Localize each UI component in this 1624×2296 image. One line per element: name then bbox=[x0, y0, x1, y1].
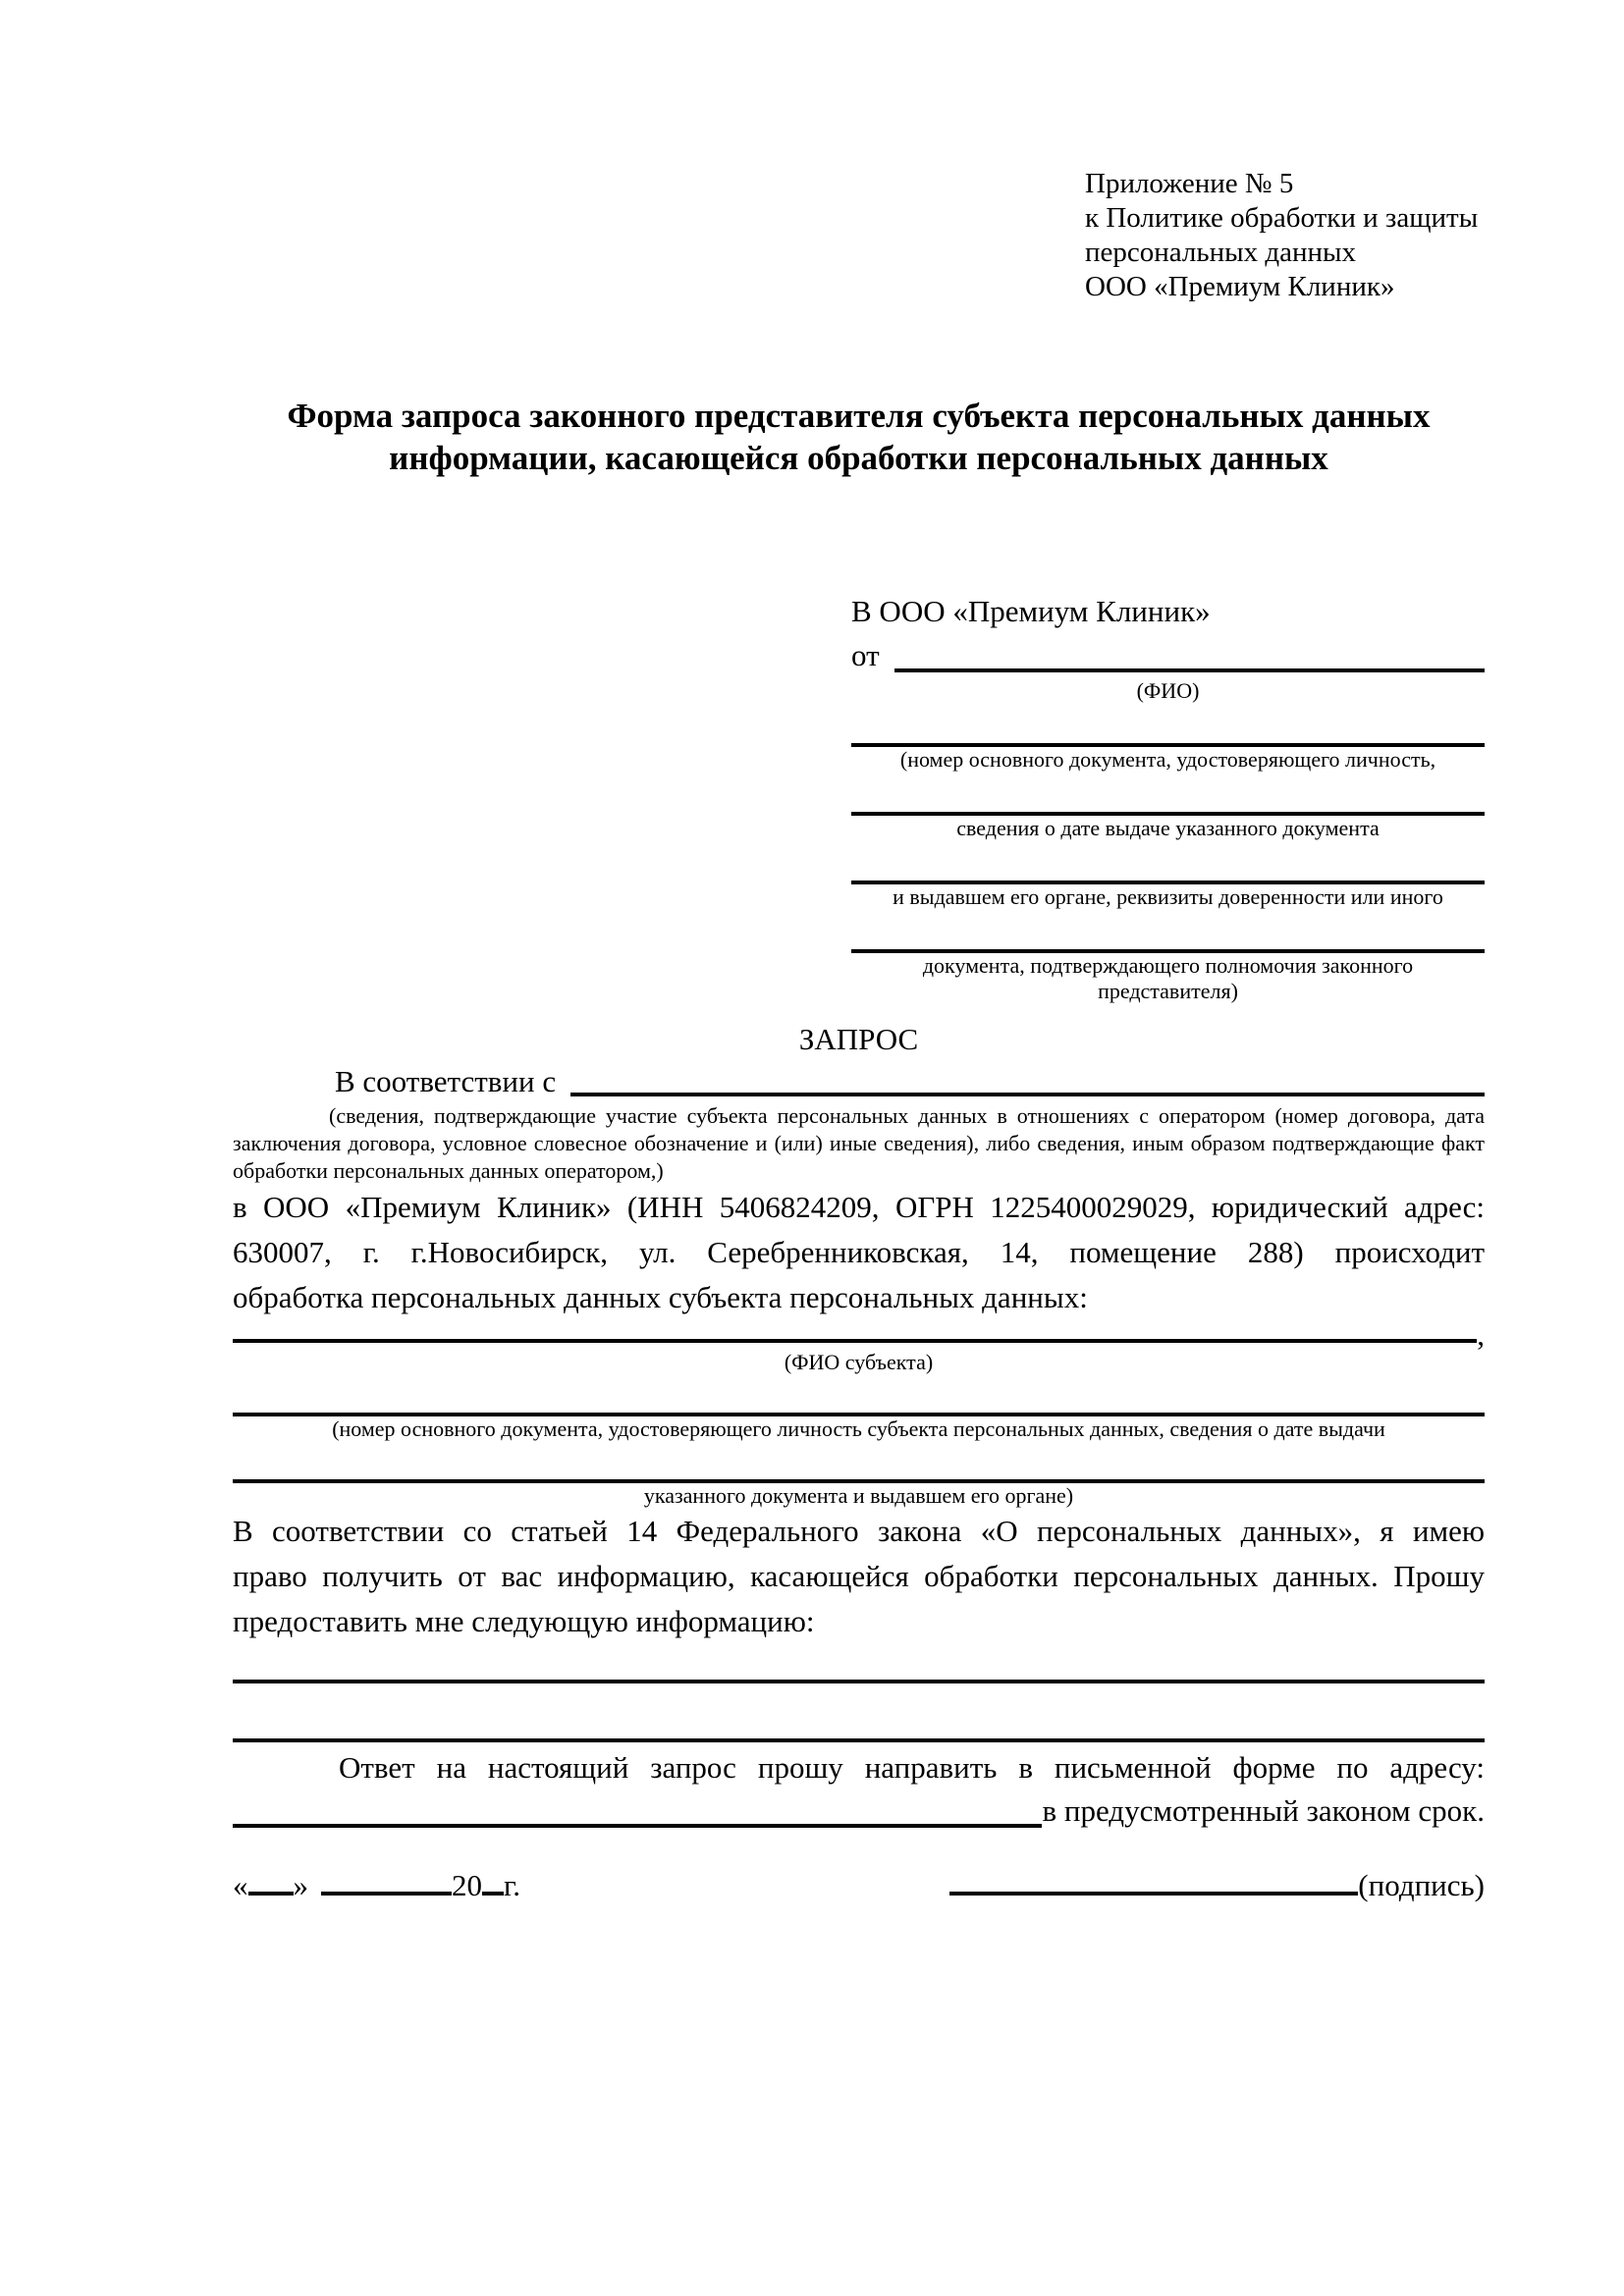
small-print-line: (сведения, подтверждающие участие субъекта персональных данных в отношениях с оператором (номер договора, дата bbox=[329, 1103, 1485, 1128]
signature-blank-line bbox=[949, 1865, 1358, 1896]
doc-caption-2: сведения о дате выдаче указанного документа bbox=[956, 816, 1380, 840]
appendix-line: ООО «Премиум Клиник» bbox=[1085, 271, 1395, 302]
operator-paragraph bbox=[233, 1185, 1485, 1320]
small-print-line: заключения договора, условное словесное обозначение и (или) иные сведения), либо сведения, иным образом подтверждающие факт bbox=[233, 1131, 1485, 1155]
representative-doc-blank-line-1 bbox=[851, 704, 1485, 747]
from-row bbox=[851, 633, 1485, 678]
fio-caption: (ФИО) bbox=[1136, 678, 1200, 703]
representative-doc-blank-line-3 bbox=[851, 841, 1485, 884]
operator-paragraph-line: в ООО «Премиум Клиник» (ИНН 5406824209, ОГРН 1225400029029, юридический адрес: bbox=[233, 1190, 1485, 1224]
doc-caption-4: документа, подтверждающего полномочия законного представителя) bbox=[922, 953, 1414, 1003]
trailing-comma: , bbox=[1477, 1317, 1485, 1352]
subject-doc-caption-2: указанного документа и выдавшем его органе) bbox=[643, 1483, 1074, 1508]
operator-paragraph-line: 630007, г. г.Новосибирск, ул. Серебренниковская, 14, помещение 288) происходит bbox=[233, 1235, 1485, 1269]
basis-label: В соответствии с bbox=[335, 1064, 557, 1098]
small-print-paragraph bbox=[233, 1102, 1485, 1185]
operator-paragraph-line: обработка персональных данных субъекта персональных данных: bbox=[233, 1280, 1088, 1314]
document-title bbox=[233, 395, 1485, 479]
close-quote: » bbox=[293, 1868, 308, 1902]
basis-blank-line bbox=[570, 1061, 1485, 1096]
subject-doc-blank-line-1 bbox=[233, 1375, 1485, 1416]
requested-info-blank-line-1 bbox=[233, 1644, 1485, 1683]
doc-caption-1: (номер основного документа, удостоверяющего личность, bbox=[899, 747, 1436, 772]
reply-address-row bbox=[233, 1789, 1485, 1833]
reply-tail: в предусмотренный законом срок. bbox=[1042, 1793, 1485, 1828]
basis-row bbox=[233, 1061, 1485, 1102]
representative-doc-blank-line-4 bbox=[851, 910, 1485, 953]
law-paragraph-line: предоставить мне следующую информацию: bbox=[233, 1604, 815, 1638]
subject-doc-caption-1: (номер основного документа, удостоверяющего личность субъекта персональных данных, сведения о дате выдачи bbox=[332, 1416, 1385, 1441]
from-label: от bbox=[851, 638, 880, 672]
document-title-line-1: Форма запроса законного представителя субъекта персональных данных bbox=[287, 397, 1431, 435]
signature-caption: (подпись) bbox=[1358, 1868, 1485, 1902]
year-suffix: г. bbox=[504, 1868, 520, 1902]
signature-field bbox=[949, 1864, 1485, 1907]
law-paragraph-line: В соответствии со статьей 14 Федерального закона «О персональных данных», я имею bbox=[233, 1514, 1485, 1548]
appendix-block bbox=[1085, 167, 1485, 304]
small-print-line: обработки персональных данных оператором,) bbox=[233, 1158, 664, 1183]
addressee-block bbox=[851, 589, 1485, 1004]
appendix-line: Приложение № 5 bbox=[1085, 168, 1294, 199]
reply-line: Ответ на настоящий запрос прошу направить в письменной форме по адресу: bbox=[339, 1750, 1485, 1785]
subject-fio-blank-line bbox=[233, 1339, 1477, 1343]
doc-caption-3: и выдавшем его органе, реквизиты доверенности или иного bbox=[893, 884, 1443, 909]
document-title-line-2: информации, касающейся обработки персональных данных bbox=[389, 439, 1328, 477]
date-field bbox=[233, 1864, 520, 1907]
footer-row bbox=[233, 1864, 1485, 1907]
year-prefix: 20 bbox=[452, 1868, 482, 1902]
requested-info-blank-line-2 bbox=[233, 1683, 1485, 1742]
subject-fio-caption: (ФИО субъекта) bbox=[784, 1350, 934, 1374]
representative-doc-blank-line-2 bbox=[851, 773, 1485, 816]
appendix-line: к Политике обработки и защиты bbox=[1085, 202, 1479, 234]
open-quote: « bbox=[233, 1868, 248, 1902]
request-heading: ЗАПРОС bbox=[798, 1022, 919, 1056]
law-paragraph bbox=[233, 1509, 1485, 1644]
reply-address-blank-line bbox=[233, 1789, 1042, 1828]
date-month-blank bbox=[321, 1865, 452, 1896]
addressee-org: В ООО «Премиум Клиник» bbox=[851, 594, 1211, 628]
law-paragraph-line: право получить от вас информацию, касающейся обработки персональных данных. Прошу bbox=[233, 1559, 1485, 1593]
appendix-line: персональных данных bbox=[1085, 237, 1357, 268]
subject-fio-row bbox=[233, 1317, 1485, 1352]
representative-fio-blank-line bbox=[894, 633, 1485, 672]
date-day-blank bbox=[248, 1865, 294, 1896]
date-year-blank bbox=[482, 1865, 504, 1896]
subject-doc-blank-line-2 bbox=[233, 1442, 1485, 1483]
